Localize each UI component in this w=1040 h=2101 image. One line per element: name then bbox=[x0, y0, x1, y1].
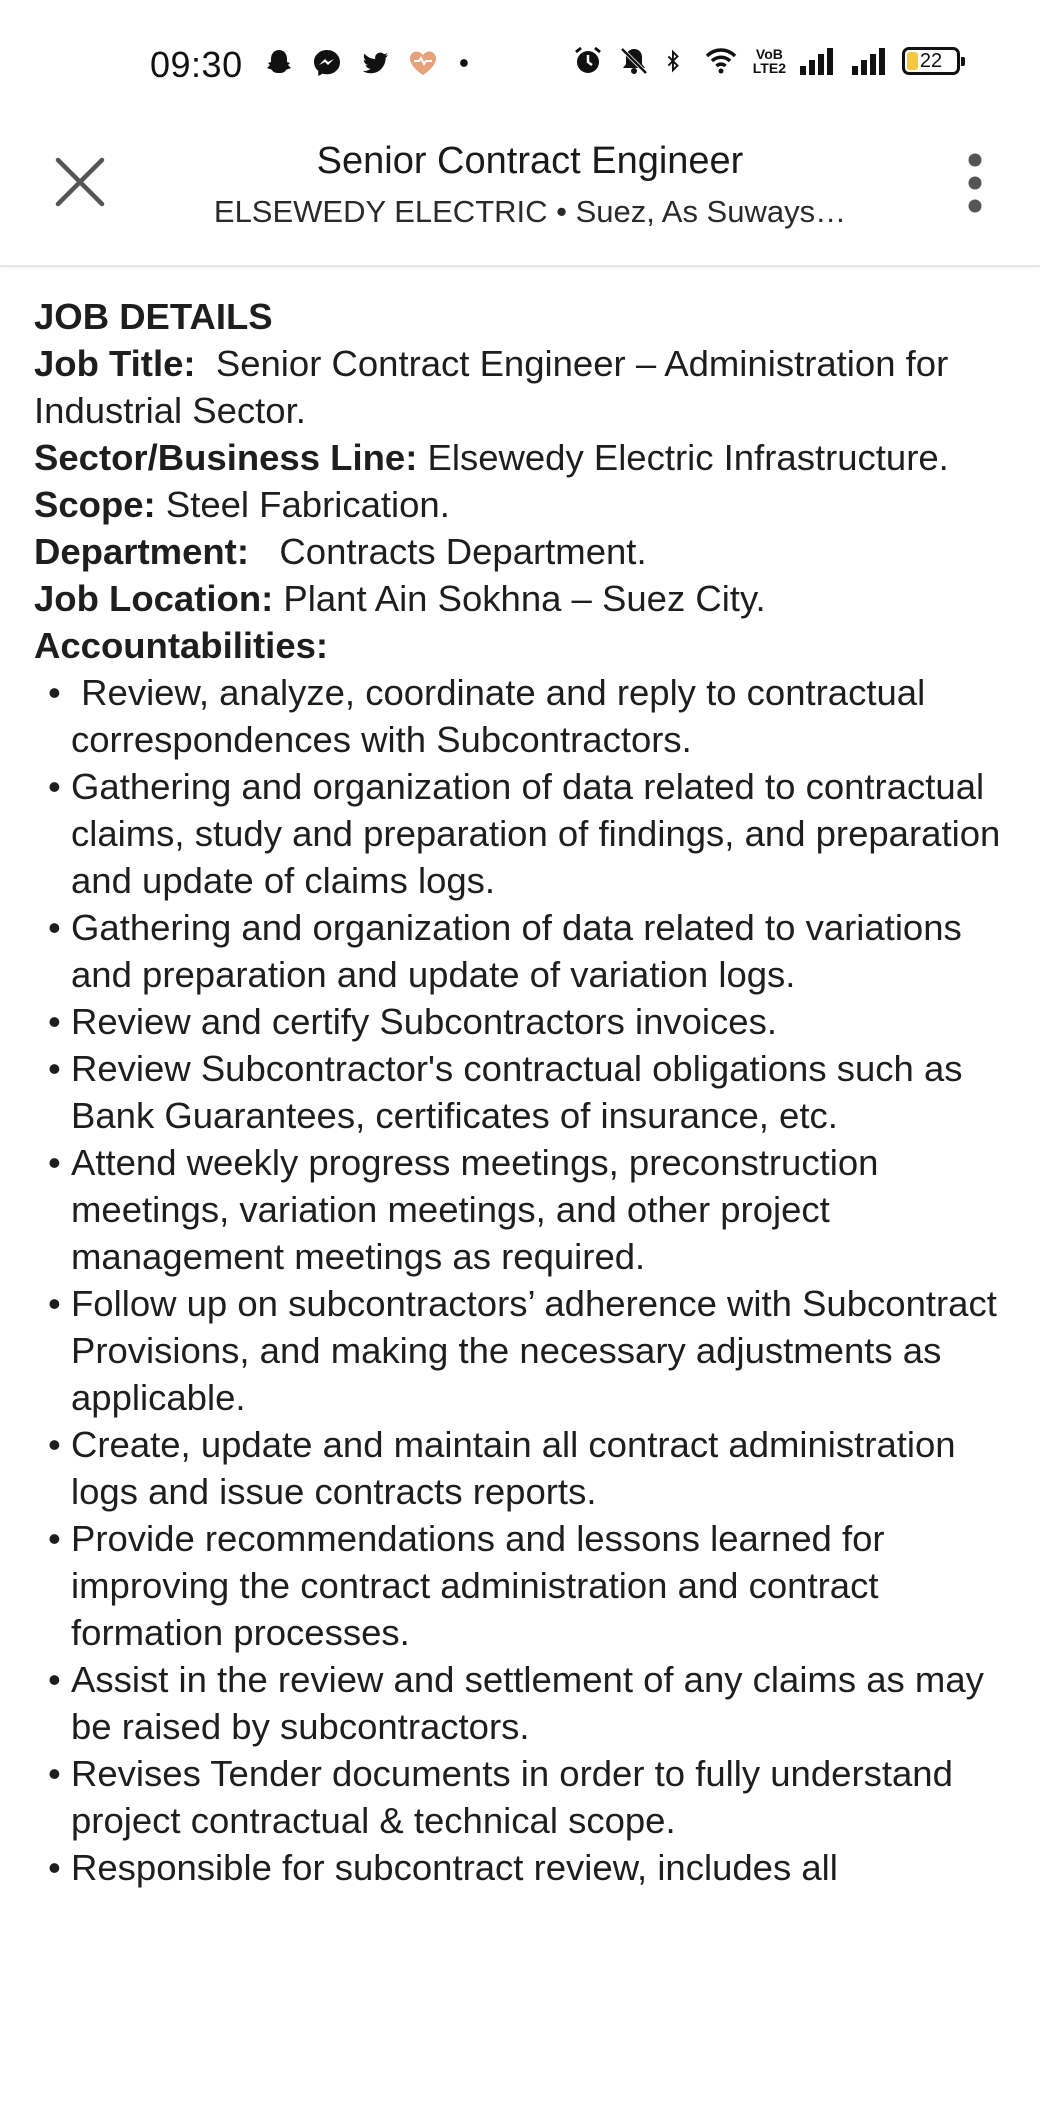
more-options-button[interactable] bbox=[950, 148, 1000, 218]
battery-level: 22 bbox=[919, 49, 943, 72]
bullet-point: • bbox=[48, 672, 61, 713]
job-field-label: Department: bbox=[34, 531, 249, 572]
app-header bbox=[0, 120, 1040, 267]
job-field-label: Job Title: bbox=[34, 343, 196, 384]
more-vertical-icon bbox=[965, 150, 985, 216]
messenger-icon bbox=[310, 46, 344, 80]
network-label-top: VoB bbox=[755, 46, 783, 62]
list-item bbox=[34, 1750, 1014, 1844]
accountability-text: Create, update and maintain all contract administration logs and issue contracts reports. bbox=[71, 1424, 966, 1512]
accountabilities-heading: Accountabilities: bbox=[34, 625, 329, 666]
company-location-subtitle: ELSEWEDY ELECTRIC • Suez, As Suways… bbox=[213, 194, 847, 229]
accountability-text: Assist in the review and settlement of any claims as may be raised by subcontractors. bbox=[71, 1659, 995, 1747]
status-notification-icons bbox=[262, 46, 480, 80]
job-field-value: Plant Ain Sokhna – Suez City. bbox=[273, 578, 766, 619]
signal-icon bbox=[850, 44, 890, 78]
job-field-value: Senior Contract Engineer – Administration for Industrial Sector. bbox=[34, 343, 959, 431]
list-item bbox=[34, 1656, 1014, 1750]
job-field-label: Job Location: bbox=[34, 578, 274, 619]
list-item bbox=[34, 998, 1014, 1045]
status-bar bbox=[0, 0, 1040, 140]
battery-fill bbox=[907, 52, 918, 70]
bullet-point: • bbox=[48, 907, 61, 948]
wifi-icon bbox=[701, 44, 741, 78]
mute-icon bbox=[617, 44, 651, 78]
bullet-point: • bbox=[48, 1659, 61, 1700]
dot-icon bbox=[454, 46, 480, 80]
bullet-point: • bbox=[48, 1048, 61, 1089]
status-time: 09:30 bbox=[150, 44, 243, 85]
bullet-point: • bbox=[48, 1142, 61, 1183]
bullet-point: • bbox=[48, 1424, 61, 1465]
job-fields bbox=[34, 340, 1014, 622]
accountability-text: Review and certify Subcontractors invoices. bbox=[71, 1001, 777, 1042]
bullet-point: • bbox=[48, 1283, 61, 1324]
list-item bbox=[34, 1844, 1014, 1891]
twitter-icon bbox=[358, 46, 392, 80]
signal-icon bbox=[798, 44, 838, 78]
job-field-value: Steel Fabrication. bbox=[155, 484, 450, 525]
job-title-header: Senior Contract Engineer bbox=[316, 140, 744, 182]
network-type-label bbox=[753, 47, 786, 75]
job-field bbox=[34, 434, 1014, 481]
accountability-text: Provide recommendations and lessons learned for improving the contract administration and contract formation processes. bbox=[71, 1518, 895, 1653]
accountability-text: Attend weekly progress meetings, preconstruction meetings, variation meetings, and other project management meetings as required. bbox=[71, 1142, 889, 1277]
job-field bbox=[34, 481, 1014, 528]
bullet-point: • bbox=[48, 1518, 61, 1559]
job-description bbox=[34, 293, 1014, 1891]
bluetooth-icon bbox=[663, 44, 689, 78]
list-item bbox=[34, 1515, 1014, 1656]
list-item bbox=[34, 763, 1014, 904]
bullet-point: • bbox=[48, 1001, 61, 1042]
accountability-text: Revises Tender documents in order to fully understand project contractual & technical scope. bbox=[71, 1753, 964, 1841]
alarm-icon bbox=[571, 44, 605, 78]
job-field-value: Contracts Department. bbox=[248, 531, 647, 572]
job-field-label: Scope: bbox=[34, 484, 156, 525]
bullet-point: • bbox=[48, 1753, 61, 1794]
list-item bbox=[34, 904, 1014, 998]
accountability-text: Review Subcontractor's contractual obligations such as Bank Guarantees, certificates of insurance, etc. bbox=[71, 1048, 973, 1136]
battery-icon bbox=[902, 47, 960, 75]
accountability-text: Gathering and organization of data related to contractual claims, study and preparation of findings, and preparation and update of claims logs. bbox=[71, 766, 1011, 901]
health-heart-icon bbox=[406, 46, 440, 80]
list-item bbox=[34, 669, 1014, 763]
job-field bbox=[34, 528, 1014, 575]
list-item bbox=[34, 1421, 1014, 1515]
network-label-bottom: LTE2 bbox=[752, 60, 786, 76]
job-field-label: Sector/Business Line: bbox=[34, 437, 418, 478]
accountability-text: Gathering and organization of data related to variations and preparation and update of variation logs. bbox=[71, 907, 972, 995]
bullet-point: • bbox=[48, 766, 61, 807]
snapchat-icon bbox=[262, 46, 296, 80]
job-details-heading: JOB DETAILS bbox=[34, 296, 273, 337]
accountability-text: Responsible for subcontract review, includes all bbox=[71, 1847, 838, 1888]
job-field bbox=[34, 575, 1014, 622]
list-item bbox=[34, 1139, 1014, 1280]
accountabilities-list bbox=[34, 669, 1014, 1891]
list-item bbox=[34, 1045, 1014, 1139]
accountability-text: Follow up on subcontractors’ adherence with Subcontract Provisions, and making the necessary adjustments as applicable. bbox=[71, 1283, 1008, 1418]
job-field bbox=[34, 340, 1014, 434]
list-item bbox=[34, 1280, 1014, 1421]
bullet-point: • bbox=[48, 1847, 61, 1888]
accountability-text: Review, analyze, coordinate and reply to contractual correspondences with Subcontractors. bbox=[71, 672, 936, 760]
close-button[interactable] bbox=[50, 152, 110, 212]
close-icon bbox=[54, 156, 106, 208]
job-field-value: Elsewedy Electric Infrastructure. bbox=[417, 437, 949, 478]
status-system-icons bbox=[571, 44, 960, 78]
